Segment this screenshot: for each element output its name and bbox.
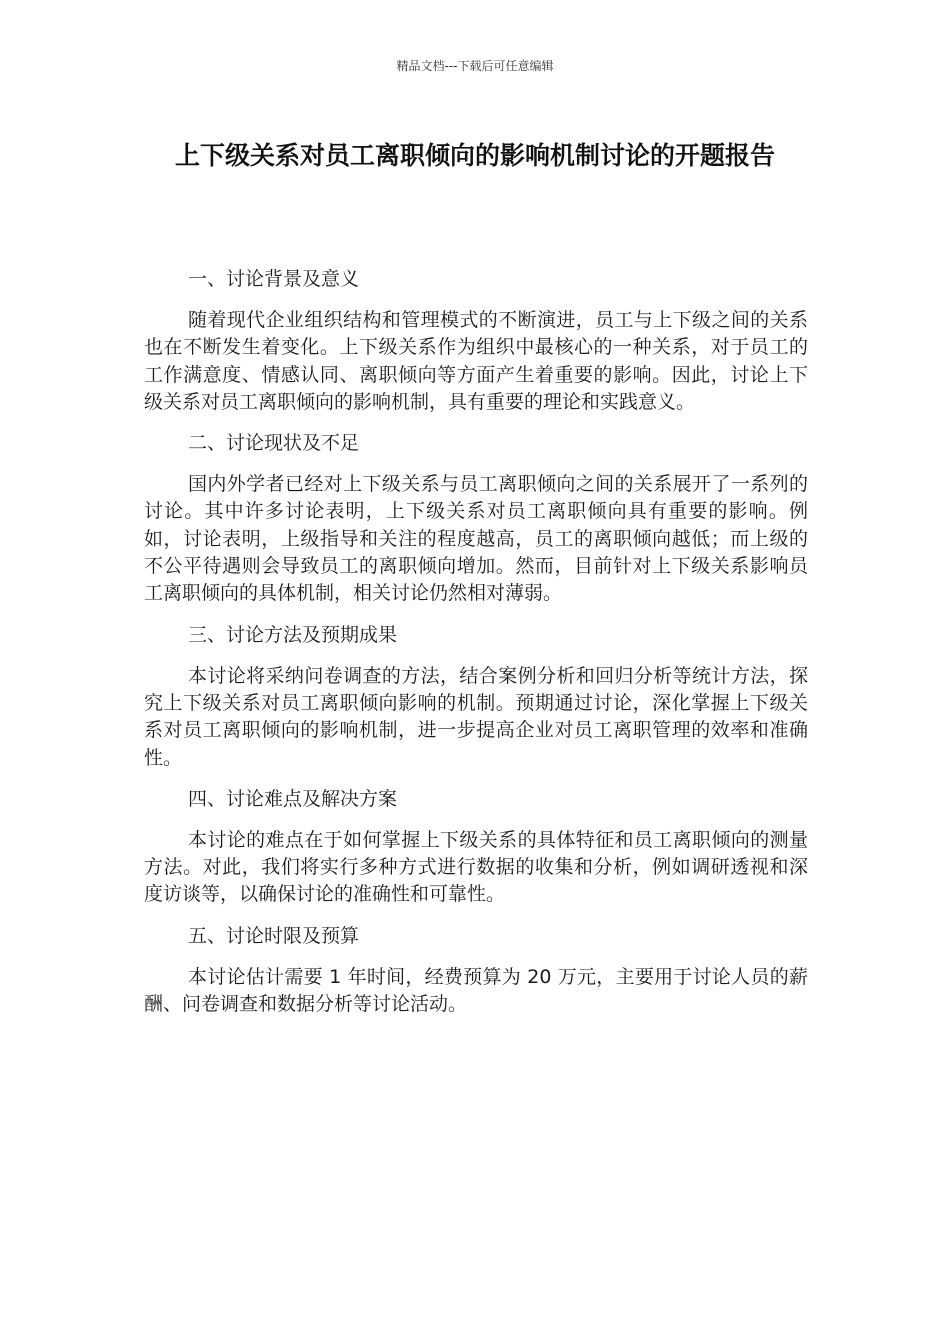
section-body-background: 随着现代企业组织结构和管理模式的不断演进，员工与上下级之间的关系也在不断发生着变化。上下级关系作为组织中最核心的一种关系，对于员工的工作满意度、情感认同、离职倾向等方面产生着重要的影响。因此，讨论上下级关系对员工离职倾向的影响机制，具有重要的理论和实践意义。 xyxy=(144,309,808,413)
section-heading-status: 二、讨论现状及不足 xyxy=(188,432,360,455)
section-body-method: 本讨论将采纳问卷调查的方法，结合案例分析和回归分析等统计方法，探究上下级关系对员工离职倾向影响的机制。预期通过讨论，深化掌握上下级关系对员工离职倾向的影响机制，进一步提高企业对员工离职管理的效率和准确性。 xyxy=(144,664,808,769)
section-heading-timeline-budget: 五、讨论时限及预算 xyxy=(188,924,360,947)
document-title: 上下级关系对员工离职倾向的影响机制讨论的开题报告 xyxy=(174,141,775,170)
section-body-difficulty: 本讨论的难点在于如何掌握上下级关系的具体特征和员工离职倾向的测量方法。对此，我们将实行多种方式进行数据的收集和分析，例如调研透视和深度访谈等，以确保讨论的准确性和可靠性。 xyxy=(144,828,808,906)
header-note: 精品文档---下载后可任意编辑 xyxy=(396,59,554,73)
document-body xyxy=(144,266,808,1032)
section-body-timeline-budget: 本讨论估计需要 1 年时间，经费预算为 20 万元，主要用于讨论人员的薪酬、问卷调查和数据分析等讨论活动。 xyxy=(144,965,808,1016)
section-heading-difficulty: 四、讨论难点及解决方案 xyxy=(188,787,398,810)
section-heading-method: 三、讨论方法及预期成果 xyxy=(188,623,398,646)
section-heading-background: 一、讨论背景及意义 xyxy=(188,268,360,290)
section-body-status: 国内外学者已经对上下级关系与员工离职倾向之间的关系展开了一系列的讨论。其中许多讨论表明，上下级关系对员工离职倾向具有重要的影响。例如，讨论表明，上级指导和关注的程度越高，员工的离职倾向越低；而上级的不公平待遇则会导致员工的离职倾向增加。然而，目前针对上下级关系影响员工离职倾向的具体机制，相关讨论仍然相对薄弱。 xyxy=(144,473,808,605)
